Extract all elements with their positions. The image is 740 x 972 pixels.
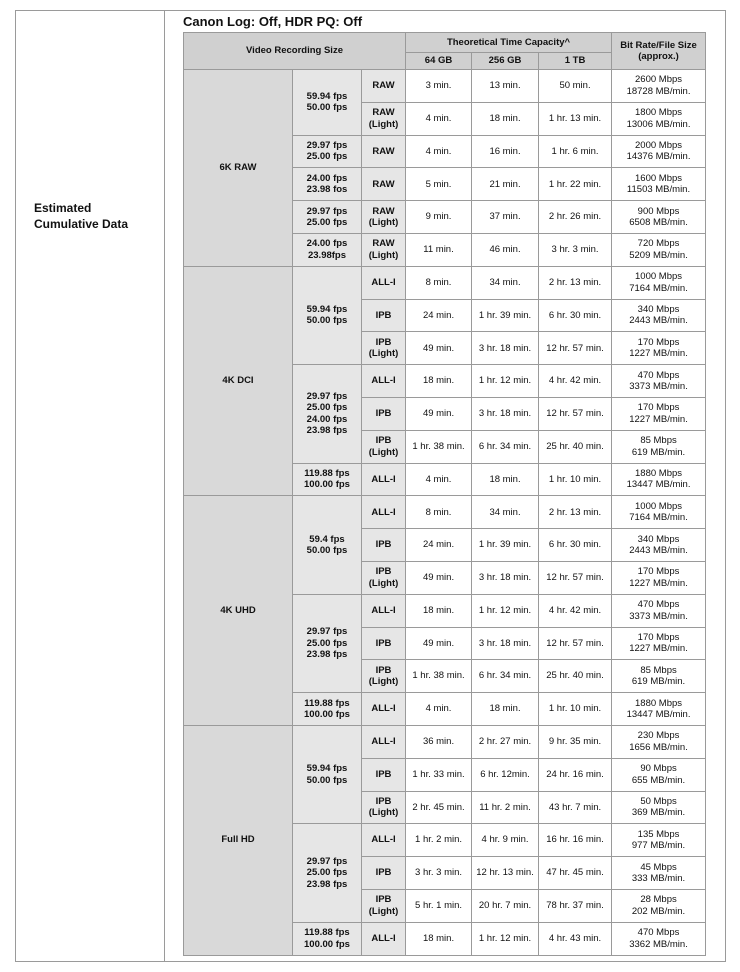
bit-rate-cell-line: 3373 MB/min. [629,610,688,622]
capacity-256gb-cell: 1 hr. 12 min. [472,594,539,627]
codec-cell-line: IPB [375,664,392,676]
bit-rate-cell-line: 3362 MB/min. [629,938,688,950]
capacity-256gb-cell: 4 hr. 9 min. [472,824,539,857]
bit-rate-cell [612,594,706,627]
side-label-line: Estimated [34,201,92,215]
header-64gb: 64 GB [406,53,472,70]
codec-cell-line: (Light) [368,807,399,819]
resolution-cell [184,725,293,955]
capacity-256gb-cell: 16 min. [472,135,539,168]
frame-rate-cell-line: 50.00 fps [306,545,348,557]
capacity-1tb-cell: 1 hr. 13 min. [539,102,612,135]
capacity-64gb-cell: 36 min. [406,725,472,758]
capacity-256gb-cell: 3 hr. 18 min. [472,397,539,430]
bit-rate-cell-line: 85 Mbps [640,435,677,447]
bit-rate-cell-line: 1880 Mbps [635,467,683,479]
codec-cell-line: ALL-I [371,276,396,288]
bit-rate-cell [612,496,706,529]
codec-cell-line: ALL-I [371,375,396,387]
bit-rate-cell [612,857,706,890]
capacity-64gb-cell: 49 min. [406,397,472,430]
capacity-1tb-cell: 12 hr. 57 min. [539,397,612,430]
capacity-256gb-cell: 3 hr. 18 min. [472,561,539,594]
codec-cell [362,693,406,726]
bit-rate-cell-line: 202 MB/min. [631,905,686,917]
bit-rate-cell-line: 170 Mbps [637,631,680,643]
codec-cell-line: IPB [375,867,392,879]
capacity-1tb-cell: 78 hr. 37 min. [539,889,612,922]
codec-cell-line: (Light) [368,249,399,261]
codec-cell [362,824,406,857]
bit-rate-cell-line: 11503 MB/min. [626,184,691,196]
capacity-1tb-cell: 12 hr. 57 min. [539,627,612,660]
codec-cell-line: ALL-I [371,506,396,518]
capacity-1tb-cell: 4 hr. 43 min. [539,922,612,955]
bit-rate-header-line: Bit Rate/File Size [620,39,697,51]
capacity-64gb-cell: 18 min. [406,922,472,955]
table-row [184,496,706,529]
codec-cell-line: ALL-I [371,834,396,846]
codec-cell-line: IPB [375,435,392,447]
bit-rate-cell-line: 900 Mbps [637,205,680,217]
capacity-256gb-cell: 34 min. [472,496,539,529]
table-row [184,266,706,299]
bit-rate-cell [612,430,706,463]
codec-cell-line: (Light) [368,118,399,130]
capacity-256gb-cell: 3 hr. 18 min. [472,627,539,660]
video-recording-size-header: Video Recording Size [184,33,406,70]
bit-rate-cell [612,168,706,201]
bit-rate-cell [612,529,706,562]
bit-rate-cell-line: 85 Mbps [640,664,677,676]
capacity-64gb-cell: 4 min. [406,135,472,168]
recording-capacity-table [183,32,706,956]
bit-rate-cell-line: 5209 MB/min. [629,249,688,261]
capacity-256gb-cell: 12 hr. 13 min. [472,857,539,890]
capacity-1tb-cell: 25 hr. 40 min. [539,660,612,693]
resolution-cell [184,70,293,267]
frame-rate-cell-line: 100.00 fps [304,479,350,491]
bit-rate-cell-line: 7164 MB/min. [629,512,688,524]
codec-cell-line: IPB [375,637,392,649]
frame-rate-cell [293,70,362,136]
codec-cell-line: (Light) [368,676,399,688]
capacity-1tb-cell: 2 hr. 26 min. [539,201,612,234]
capacity-1tb-cell: 2 hr. 13 min. [539,496,612,529]
bit-rate-cell-line: 13447 MB/min. [626,479,691,491]
bit-rate-cell [612,758,706,791]
bit-rate-cell [612,660,706,693]
bit-rate-cell-line: 50 Mbps [640,795,677,807]
capacity-64gb-cell: 5 min. [406,168,472,201]
capacity-1tb-cell: 16 hr. 16 min. [539,824,612,857]
capacity-64gb-cell: 1 hr. 2 min. [406,824,472,857]
codec-cell-line: (Light) [368,446,399,458]
capacity-64gb-cell: 49 min. [406,561,472,594]
frame-rate-cell-line: 59.94 fps [306,90,348,102]
codec-cell [362,791,406,824]
bit-rate-cell [612,889,706,922]
capacity-256gb-cell: 2 hr. 27 min. [472,725,539,758]
frame-rate-cell-line: 23.98 fps [306,425,348,437]
bit-rate-cell [612,201,706,234]
codec-cell [362,299,406,332]
capacity-64gb-cell: 5 hr. 1 min. [406,889,472,922]
capacity-256gb-cell: 3 hr. 18 min. [472,332,539,365]
capacity-256gb-cell: 1 hr. 39 min. [472,529,539,562]
bit-rate-cell-line: 1227 MB/min. [629,577,688,589]
codec-cell-line: ALL-I [371,736,396,748]
codec-cell [362,201,406,234]
bit-rate-header-line: (approx.) [638,51,679,62]
codec-cell [362,233,406,266]
bit-rate-cell-line: 45 Mbps [640,861,677,873]
frame-rate-cell-line: 29.97 fps [306,139,348,151]
capacity-64gb-cell: 4 min. [406,463,472,496]
codec-cell [362,135,406,168]
capacity-64gb-cell: 1 hr. 38 min. [406,660,472,693]
capacity-256gb-cell: 1 hr. 12 min. [472,365,539,398]
bit-rate-cell [612,365,706,398]
bit-rate-cell-line: 2600 Mbps [635,74,683,86]
codec-cell [362,725,406,758]
bit-rate-cell-line: 230 Mbps [637,730,680,742]
codec-cell [362,102,406,135]
bit-rate-cell [612,102,706,135]
codec-cell [362,660,406,693]
bit-rate-cell-line: 1800 Mbps [635,107,683,119]
frame-rate-cell-line: 24.00 fps [306,238,348,250]
frame-rate-cell-line: 50.00 fps [306,102,348,114]
frame-rate-cell-line: 25.00 fps [306,637,348,649]
capacity-64gb-cell: 1 hr. 38 min. [406,430,472,463]
capacity-1tb-cell: 6 hr. 30 min. [539,529,612,562]
capacity-256gb-cell: 18 min. [472,693,539,726]
resolution-cell [184,266,293,496]
codec-cell-line: (Light) [368,217,399,229]
bit-rate-cell-line: 619 MB/min. [631,676,686,688]
frame-rate-cell-line: 24.00 fps [306,172,348,184]
capacity-256gb-cell: 13 min. [472,70,539,103]
resolution-cell-line: 6K RAW [219,162,257,174]
codec-cell-line: IPB [375,539,392,551]
bit-rate-cell-line: 1227 MB/min. [629,413,688,425]
capacity-256gb-cell: 37 min. [472,201,539,234]
capacity-256gb-cell: 46 min. [472,233,539,266]
codec-cell [362,266,406,299]
capacity-1tb-cell: 1 hr. 10 min. [539,693,612,726]
capacity-64gb-cell: 2 hr. 45 min. [406,791,472,824]
table-caption: Canon Log: Off, HDR PQ: Off [183,14,363,29]
bit-rate-cell-line: 470 Mbps [637,927,680,939]
bit-rate-cell-line: 1227 MB/min. [629,348,688,360]
capacity-256gb-cell: 1 hr. 39 min. [472,299,539,332]
bit-rate-cell [612,135,706,168]
frame-rate-cell [293,725,362,823]
column-divider [164,10,165,962]
side-label [34,200,128,232]
bit-rate-cell [612,725,706,758]
bit-rate-cell [612,397,706,430]
bit-rate-cell [612,561,706,594]
bit-rate-cell-line: 2443 MB/min. [629,315,688,327]
bit-rate-cell-line: 135 Mbps [637,828,680,840]
codec-cell-line: ALL-I [371,703,396,715]
frame-rate-cell [293,824,362,922]
bit-rate-cell-line: 90 Mbps [640,763,677,775]
capacity-1tb-cell: 2 hr. 13 min. [539,266,612,299]
capacity-1tb-cell: 12 hr. 57 min. [539,332,612,365]
header-row [184,33,706,53]
capacity-64gb-cell: 3 min. [406,70,472,103]
frame-rate-cell-line: 50.00 fps [306,774,348,786]
capacity-1tb-cell: 3 hr. 3 min. [539,233,612,266]
capacity-64gb-cell: 9 min. [406,201,472,234]
frame-rate-cell [293,365,362,463]
bit-rate-cell [612,463,706,496]
capacity-64gb-cell: 18 min. [406,594,472,627]
bit-rate-cell-line: 28 Mbps [640,894,677,906]
codec-cell-line: RAW [372,145,395,157]
capacity-64gb-cell: 8 min. [406,266,472,299]
resolution-cell-line: 4K DCI [222,375,254,387]
frame-rate-cell [293,594,362,692]
frame-rate-cell-line: 59.94 fps [306,763,348,775]
capacity-64gb-cell: 3 hr. 3 min. [406,857,472,890]
frame-rate-cell-line: 23.98 fps [306,878,348,890]
bit-rate-cell [612,299,706,332]
bit-rate-cell-line: 333 MB/min. [631,873,686,885]
frame-rate-cell [293,168,362,201]
frame-rate-cell [293,201,362,234]
codec-cell [362,594,406,627]
bit-rate-cell-line: 470 Mbps [637,369,680,381]
bit-rate-cell [612,693,706,726]
frame-rate-cell-line: 119.88 fps [304,927,350,939]
table-body [184,70,706,956]
bit-rate-cell-line: 7164 MB/min. [629,282,688,294]
bit-rate-cell-line: 14376 MB/min. [626,151,691,163]
capacity-64gb-cell: 24 min. [406,299,472,332]
codec-cell-line: IPB [375,894,392,906]
capacity-1tb-cell: 24 hr. 16 min. [539,758,612,791]
side-label-line: Cumulative Data [34,217,129,231]
codec-cell [362,397,406,430]
capacity-1tb-cell: 50 min. [539,70,612,103]
capacity-64gb-cell: 49 min. [406,627,472,660]
frame-rate-cell [293,496,362,594]
codec-cell-line: IPB [375,566,392,578]
resolution-cell [184,496,293,726]
frame-rate-cell-line: 50.00 fps [306,315,348,327]
frame-rate-cell-line: 24.00 fps [306,413,348,425]
capacity-256gb-cell: 6 hr. 34 min. [472,660,539,693]
frame-rate-cell-line: 23.98 fps [306,649,348,661]
bit-rate-cell-line: 1600 Mbps [635,172,683,184]
capacity-1tb-cell: 1 hr. 22 min. [539,168,612,201]
bit-rate-cell-line: 13447 MB/min. [626,709,691,721]
frame-rate-cell [293,463,362,496]
bit-rate-cell-line: 1656 MB/min. [629,741,688,753]
capacity-1tb-cell: 12 hr. 57 min. [539,561,612,594]
header-1tb: 1 TB [539,53,612,70]
bit-rate-cell-line: 3373 MB/min. [629,381,688,393]
codec-cell-line: ALL-I [371,604,396,616]
codec-cell [362,168,406,201]
frame-rate-cell [293,233,362,266]
frame-rate-cell-line: 25.00 fps [306,867,348,879]
bit-rate-cell-line: 340 Mbps [637,303,680,315]
capacity-1tb-cell: 25 hr. 40 min. [539,430,612,463]
bit-rate-cell [612,233,706,266]
codec-cell-line: IPB [375,795,392,807]
capacity-256gb-cell: 6 hr. 12min. [472,758,539,791]
bit-rate-cell-line: 1000 Mbps [635,271,683,283]
codec-cell-line: ALL-I [371,473,396,485]
bit-rate-cell-line: 1880 Mbps [635,697,683,709]
frame-rate-cell-line: 100.00 fps [304,709,350,721]
frame-rate-cell-line: 25.00 fps [306,151,348,163]
frame-rate-cell-line: 59.94 fps [306,303,348,315]
capacity-64gb-cell: 4 min. [406,102,472,135]
capacity-1tb-cell: 1 hr. 6 min. [539,135,612,168]
capacity-256gb-cell: 20 hr. 7 min. [472,889,539,922]
bit-rate-cell [612,627,706,660]
time-capacity-header: Theoretical Time Capacity^ [406,33,612,53]
codec-cell-line: RAW [372,178,395,190]
capacity-1tb-cell: 6 hr. 30 min. [539,299,612,332]
bit-rate-cell [612,266,706,299]
frame-rate-cell [293,135,362,168]
codec-cell-line: (Light) [368,577,399,589]
capacity-1tb-cell: 1 hr. 10 min. [539,463,612,496]
codec-cell [362,922,406,955]
bit-rate-cell-line: 369 MB/min. [631,807,686,819]
capacity-256gb-cell: 18 min. [472,102,539,135]
codec-cell-line: RAW [372,238,395,250]
codec-cell-line: RAW [372,80,395,92]
codec-cell [362,627,406,660]
codec-cell [362,430,406,463]
codec-cell [362,529,406,562]
capacity-1tb-cell: 47 hr. 45 min. [539,857,612,890]
codec-cell-line: (Light) [368,905,399,917]
bit-rate-cell-line: 2443 MB/min. [629,545,688,557]
frame-rate-cell [293,693,362,726]
capacity-1tb-cell: 9 hr. 35 min. [539,725,612,758]
capacity-64gb-cell: 1 hr. 33 min. [406,758,472,791]
capacity-64gb-cell: 18 min. [406,365,472,398]
resolution-cell-line: Full HD [221,834,255,846]
bit-rate-cell-line: 6508 MB/min. [629,217,688,229]
codec-cell-line: IPB [375,309,392,321]
codec-cell-line: RAW [372,107,395,119]
codec-cell [362,70,406,103]
capacity-256gb-cell: 18 min. [472,463,539,496]
frame-rate-cell-line: 100.00 fps [304,938,350,950]
bit-rate-cell-line: 1000 Mbps [635,500,683,512]
bit-rate-cell-line: 340 Mbps [637,533,680,545]
frame-rate-cell [293,922,362,955]
codec-cell [362,365,406,398]
frame-rate-cell-line: 23.98fps [307,249,347,261]
codec-cell-line: IPB [375,336,392,348]
bit-rate-cell-line: 13006 MB/min. [626,118,691,130]
bit-rate-cell [612,922,706,955]
bit-rate-cell-line: 720 Mbps [637,238,680,250]
bit-rate-cell [612,332,706,365]
frame-rate-cell-line: 25.00 fps [306,402,348,414]
capacity-64gb-cell: 49 min. [406,332,472,365]
frame-rate-cell-line: 29.97 fps [306,205,348,217]
codec-cell [362,758,406,791]
frame-rate-cell-line: 23.98 fos [306,184,348,196]
frame-rate-cell-line: 119.88 fps [304,467,350,479]
capacity-64gb-cell: 8 min. [406,496,472,529]
frame-rate-cell-line: 29.97 fps [306,855,348,867]
bit-rate-cell-line: 655 MB/min. [631,774,686,786]
frame-rate-cell-line: 25.00 fps [306,217,348,229]
capacity-1tb-cell: 4 hr. 42 min. [539,365,612,398]
bit-rate-cell-line: 1227 MB/min. [629,643,688,655]
bit-rate-cell-line: 170 Mbps [637,402,680,414]
bit-rate-cell [612,791,706,824]
bit-rate-cell-line: 470 Mbps [637,599,680,611]
bit-rate-cell-line: 2000 Mbps [635,139,683,151]
codec-cell [362,496,406,529]
capacity-256gb-cell: 11 hr. 2 min. [472,791,539,824]
bit-rate-cell-line: 18728 MB/min. [626,85,691,97]
bit-rate-cell [612,70,706,103]
capacity-64gb-cell: 11 min. [406,233,472,266]
frame-rate-cell-line: 59.4 fps [309,533,345,545]
codec-cell [362,889,406,922]
codec-cell-line: (Light) [368,348,399,360]
codec-cell-line: RAW [372,205,395,217]
capacity-256gb-cell: 1 hr. 12 min. [472,922,539,955]
bit-rate-cell-line: 170 Mbps [637,566,680,578]
bit-rate-cell [612,824,706,857]
codec-cell [362,463,406,496]
bit-rate-header [612,33,706,70]
capacity-64gb-cell: 24 min. [406,529,472,562]
bit-rate-cell-line: 170 Mbps [637,336,680,348]
codec-cell [362,857,406,890]
codec-cell [362,332,406,365]
capacity-1tb-cell: 43 hr. 7 min. [539,791,612,824]
table-row [184,70,706,103]
header-256gb: 256 GB [472,53,539,70]
capacity-256gb-cell: 34 min. [472,266,539,299]
frame-rate-cell [293,266,362,364]
codec-cell [362,561,406,594]
bit-rate-cell-line: 977 MB/min. [631,840,686,852]
codec-cell-line: IPB [375,408,392,420]
table-row [184,725,706,758]
bit-rate-cell-line: 619 MB/min. [631,446,686,458]
capacity-64gb-cell: 4 min. [406,693,472,726]
resolution-cell-line: 4K UHD [220,604,256,616]
frame-rate-cell-line: 29.97 fps [306,390,348,402]
frame-rate-cell-line: 119.88 fps [304,697,350,709]
frame-rate-cell-line: 29.97 fps [306,626,348,638]
capacity-1tb-cell: 4 hr. 42 min. [539,594,612,627]
capacity-256gb-cell: 6 hr. 34 min. [472,430,539,463]
codec-cell-line: ALL-I [371,932,396,944]
codec-cell-line: IPB [375,768,392,780]
capacity-256gb-cell: 21 min. [472,168,539,201]
